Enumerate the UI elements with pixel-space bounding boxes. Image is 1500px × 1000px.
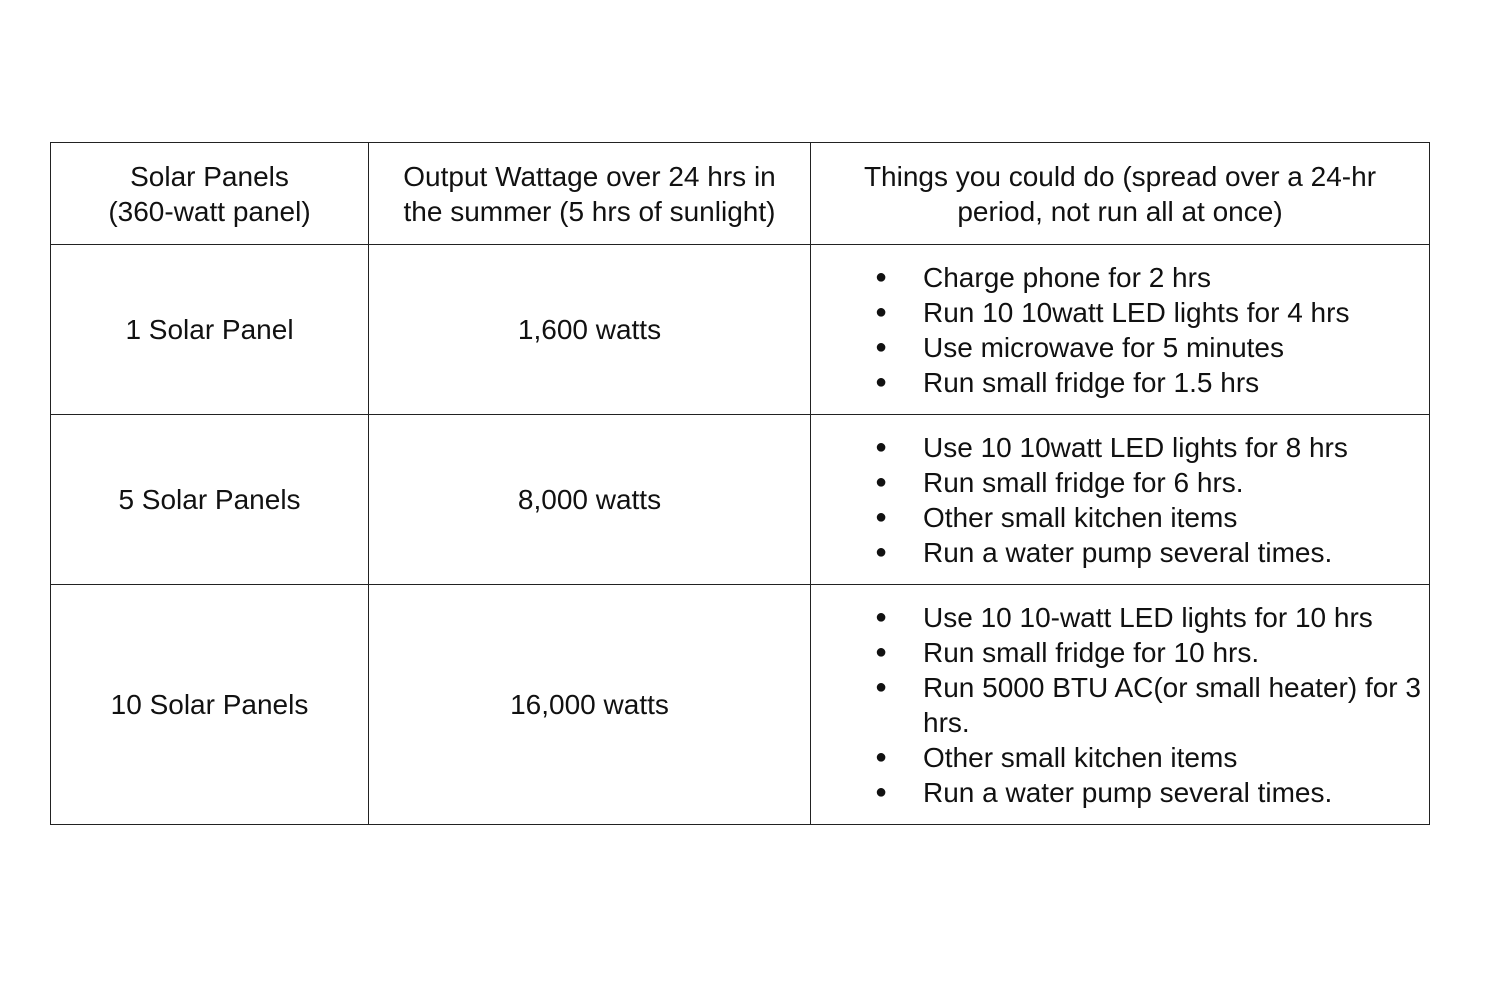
header-things-you-could-do	[811, 143, 1430, 245]
header-output-wattage	[369, 143, 811, 245]
table-row	[51, 415, 1430, 585]
list-item: ● Other small kitchen items	[875, 740, 1429, 775]
list-item: ● Run a water pump several times.	[875, 775, 1429, 810]
header-line: Output Wattage over 24 hrs in	[403, 160, 776, 192]
list-item: ● Run small fridge for 1.5 hrs	[875, 365, 1429, 400]
list-item: ● Run 10 10watt LED lights for 4 hrs	[875, 295, 1429, 330]
list-item: ● Other small kitchen items	[875, 500, 1429, 535]
panels-cell: 1 Solar Panel	[51, 245, 369, 415]
panels-cell: 5 Solar Panels	[51, 415, 369, 585]
list-item: ● Use 10 10-watt LED lights for 10 hrs	[875, 600, 1429, 635]
things-cell	[811, 585, 1430, 825]
list-item: ● Use microwave for 5 minutes	[875, 330, 1429, 365]
list-item: ● Run a water pump several times.	[875, 535, 1429, 570]
output-cell: 16,000 watts	[369, 585, 811, 825]
solar-panel-table	[50, 142, 1430, 825]
list-item: ● Run small fridge for 6 hrs.	[875, 465, 1429, 500]
things-cell	[811, 245, 1430, 415]
list-item: ● Use 10 10watt LED lights for 8 hrs	[875, 430, 1429, 465]
table-header-row	[51, 143, 1430, 245]
header-line: Solar Panels	[130, 160, 289, 192]
things-list	[811, 600, 1429, 810]
table-row	[51, 245, 1430, 415]
list-item: ● Charge phone for 2 hrs	[875, 260, 1429, 295]
output-cell: 8,000 watts	[369, 415, 811, 585]
header-line: the summer (5 hrs of sunlight)	[403, 195, 776, 227]
table-row	[51, 585, 1430, 825]
things-cell	[811, 415, 1430, 585]
header-line: period, not run all at once)	[957, 195, 1283, 227]
panels-cell: 10 Solar Panels	[51, 585, 369, 825]
header-line: Things you could do (spread over a 24-hr	[863, 160, 1377, 192]
things-list	[811, 260, 1429, 400]
list-item: ● Run 5000 BTU AC(or small heater) for 3 hrs.	[875, 670, 1429, 740]
header-line: (360-watt panel)	[108, 195, 311, 227]
things-list	[811, 430, 1429, 570]
list-item: ● Run small fridge for 10 hrs.	[875, 635, 1429, 670]
header-solar-panels	[51, 143, 369, 245]
output-cell: 1,600 watts	[369, 245, 811, 415]
